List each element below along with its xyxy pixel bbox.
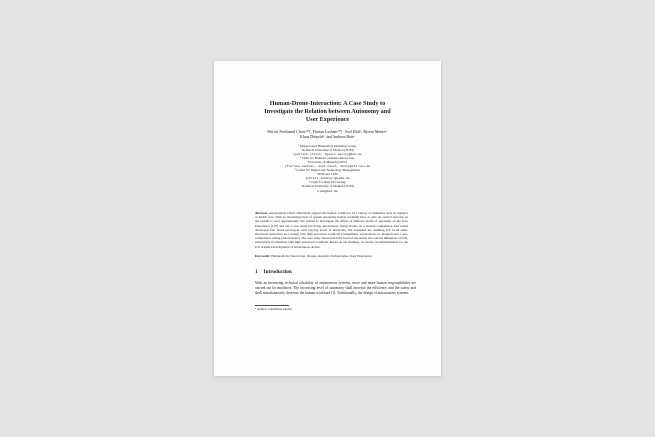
abstract-text: Autonomous robots effectively support the human workforce in a variety of industries such as logistics or health care. With an increasing level of system autonomy human normally have to give up control and rely on the system to react appropriately. We wanted to investigate the effects of different levels of autonomy on the User Experience (UX) and ran a case study involving autonomous flying drones. In a student competition four teams developed four drone prototypes with varying levels of autonomy. We evaluated the resulting UX in 24 semi-structured interviews in a setting with high perceived workload (competition, autonomous vs. manual) and a non-competition setting (autonomous). The case study showed that the level of autonomy has various influences on UX, particularly in situations with high perceived workload. Based on our findings, we derive recommendations for the UX-oriented development of autonomous drones. [255, 211, 408, 249]
author-list [228, 130, 427, 140]
paper-title [234, 100, 421, 123]
title-line: Human-Drone-Interaction: A Case Study to [269, 100, 386, 107]
affiliation-line: {florian.lachner, axel.hoesl, butz}@ifi.lmu.de [284, 164, 371, 169]
author-line: Patrick Ferdinand Christ¹*†, Florian Lachner²*†, Axel Hösl³, Bjoern Menze¹, [267, 130, 388, 134]
affiliation-line: University of Munich (LMU) [308, 160, 347, 165]
section-number: 1 [255, 269, 258, 275]
affiliation-line: ⁴ Chair for Data Processing, [309, 180, 346, 185]
title-line: User Experience [305, 115, 350, 123]
section-heading [255, 269, 292, 275]
affiliation-line: Technical University of Munich (TUM) [301, 148, 354, 153]
affiliation-line: kldi@tum.de [317, 188, 338, 193]
author-line: Klaus Diepold⁴, and Andreas Butz³ [300, 135, 355, 139]
affiliation-line: TUM and LMU [316, 172, 339, 177]
affiliation-line: ³ Center for Digital and Technology Management, [294, 168, 361, 173]
keywords-text: Human-Robot Interaction, Drones, Assistive Technologies, User Experience [271, 254, 372, 258]
affiliation-block [232, 144, 423, 193]
footnote-divider [255, 305, 289, 306]
affiliation-line: ¹ Image-based Biomedical Modeling Group, [298, 144, 357, 148]
affiliation-line: Technical University of Munich (TUM) [301, 184, 354, 189]
affiliation-line: {patrick.christ, bjoern.menze}@tum.de [293, 152, 362, 157]
title-line: Investigate the Relation between Autonomy and [264, 107, 391, 115]
affiliation-line: ² Chair for Human-Computer-Interaction, [300, 156, 355, 161]
footnote: * Authors contributed equally [255, 307, 292, 311]
affiliation-line: {christ,lachner}@cdtm.de [305, 176, 350, 181]
abstract-label: Abstract. [255, 211, 269, 215]
keywords [255, 254, 408, 258]
section-title: Introduction [263, 269, 292, 275]
keywords-label: Keywords: [255, 254, 271, 258]
abstract [255, 211, 408, 249]
intro-paragraph: With an increasing technical reliability of autonomous systems, more and more human responsibilities are carried out by machines. The increasing level of autonomy shall increase the efficiency and the safety and shall simultaneously decrease the human workload [1]. Traditionally, the design of autonomous systems [255, 281, 416, 295]
paper-page [214, 61, 441, 376]
